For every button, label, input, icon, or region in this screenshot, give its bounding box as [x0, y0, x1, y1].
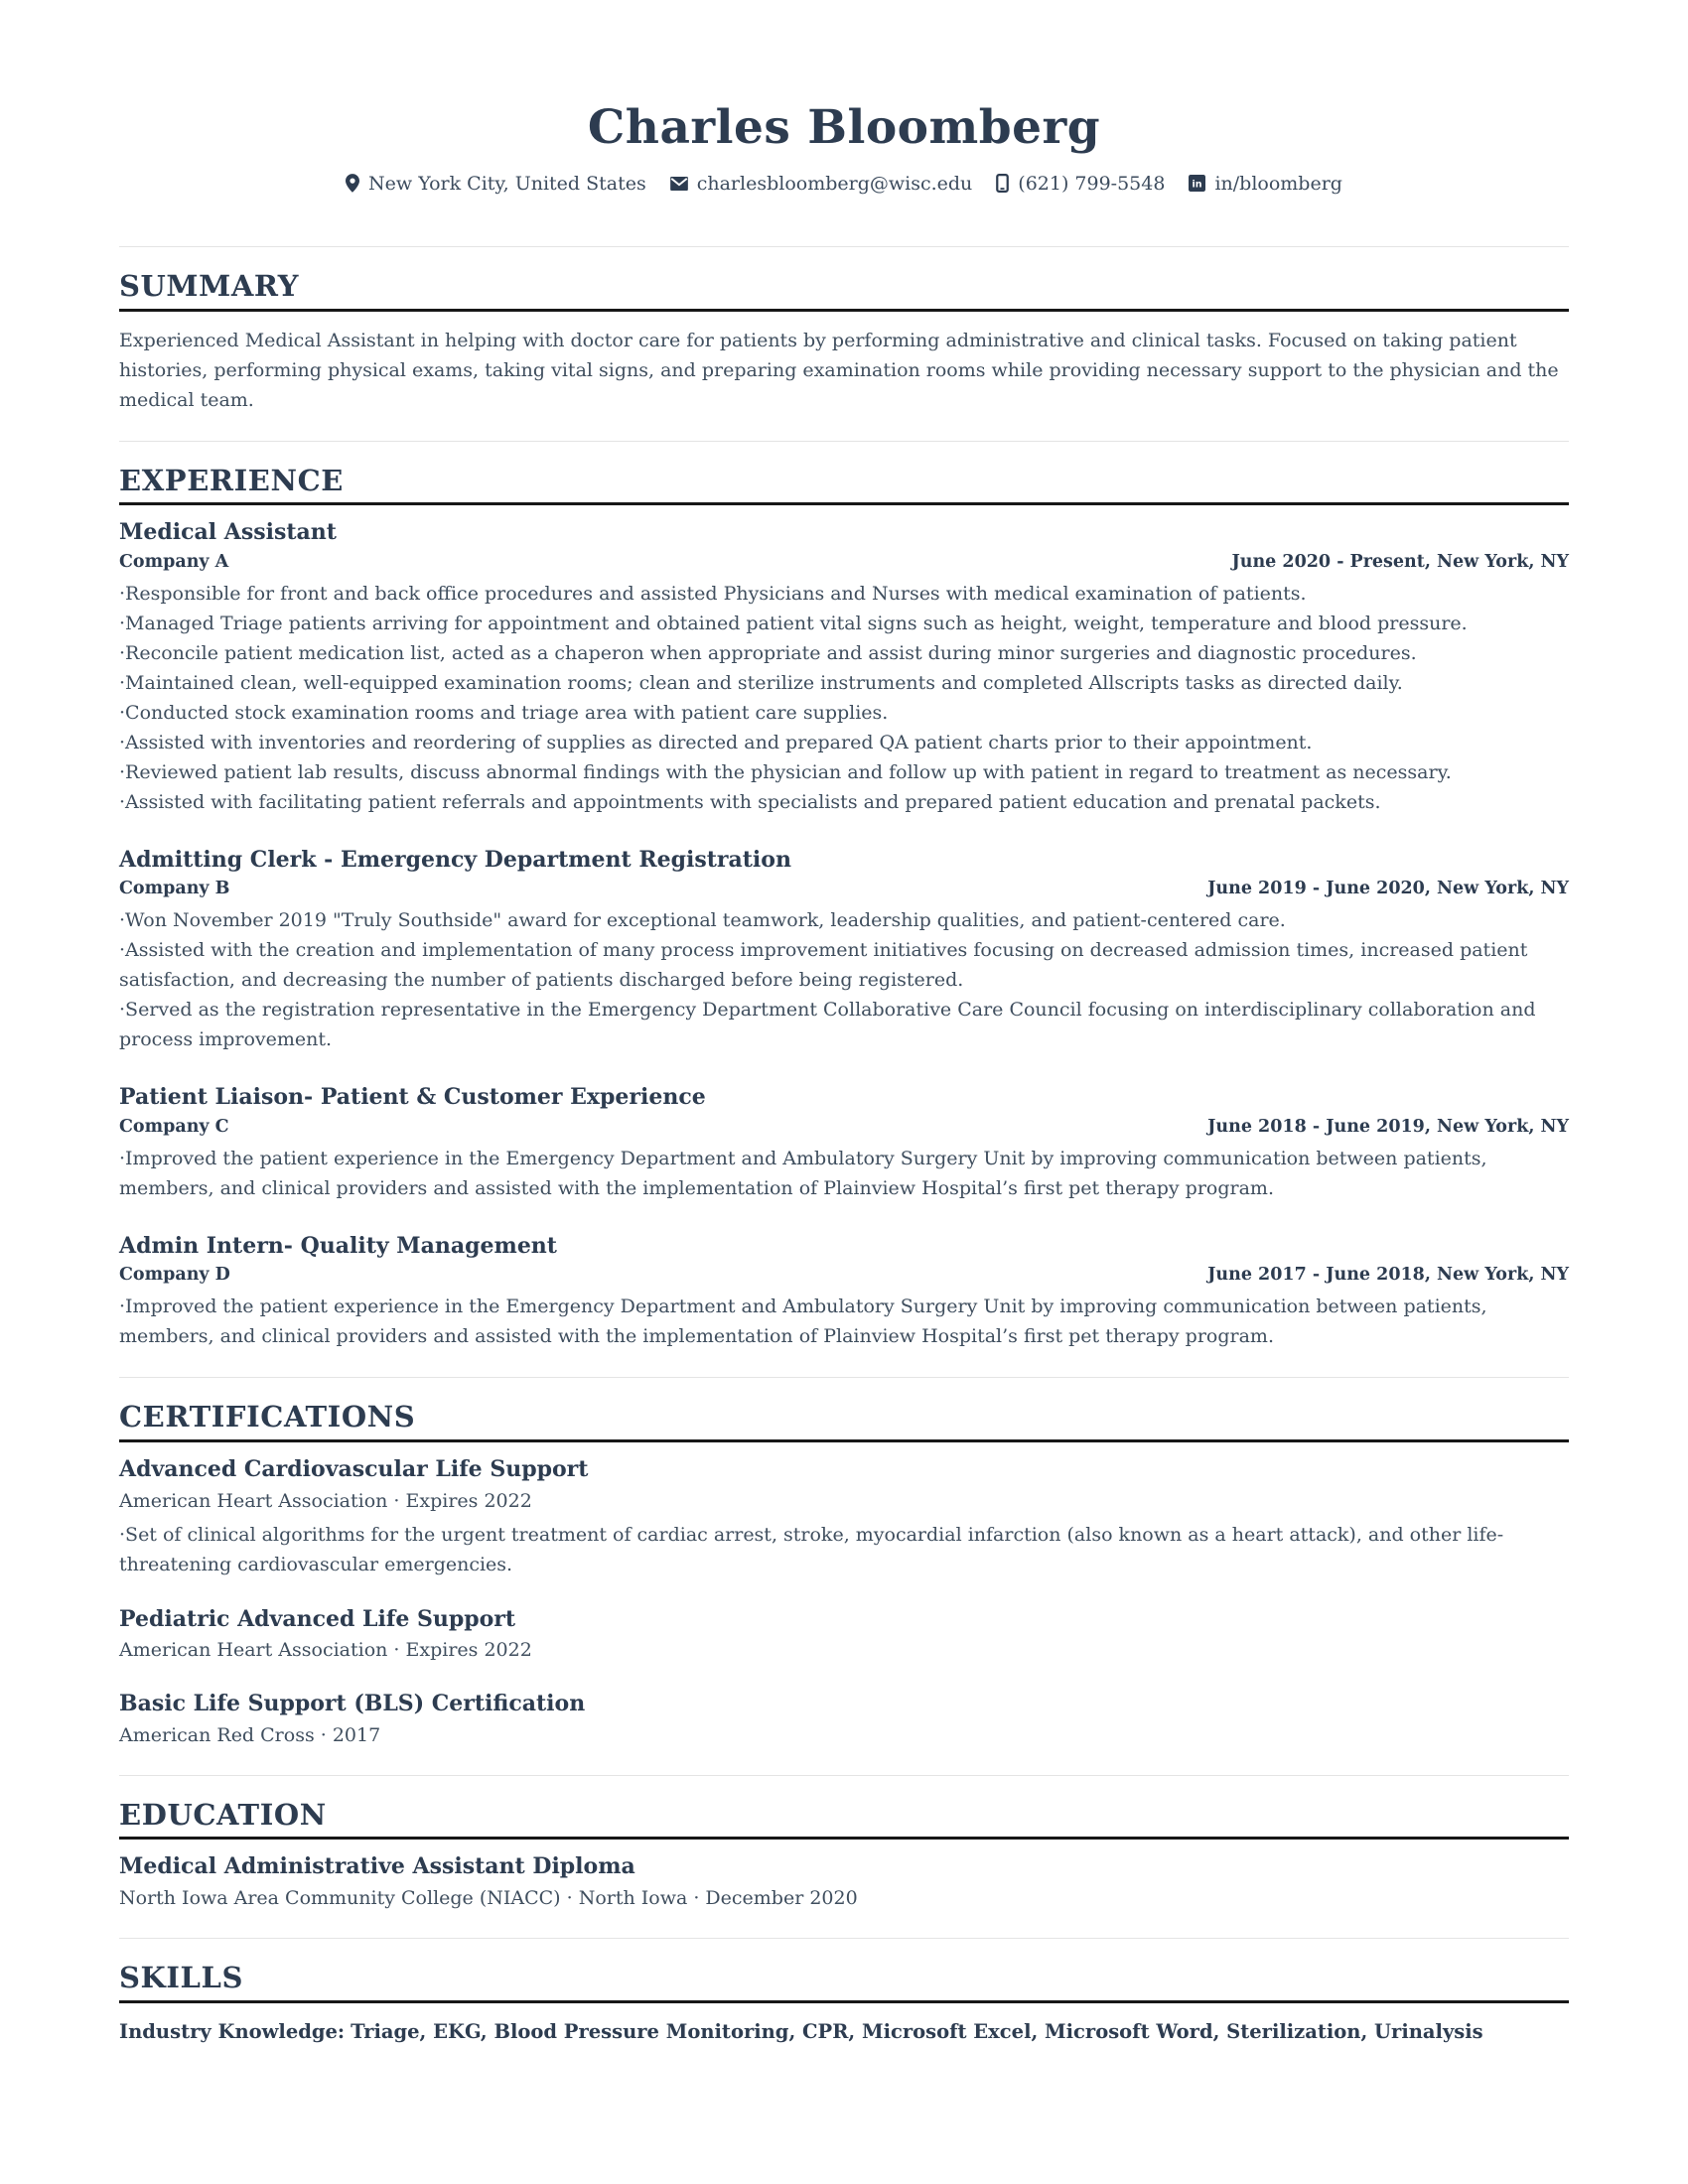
- linkedin-icon: [1189, 175, 1205, 192]
- contact-row: [119, 171, 1569, 197]
- bullet-item: · Conducted stock examination rooms and triage area with patient care supplies.: [119, 698, 1569, 728]
- certification-name: Advanced Cardiovascular Life Support: [119, 1456, 589, 1483]
- job-meta-row: [119, 550, 1569, 574]
- job-dates: June 2018 - June 2019, New York, NY: [1207, 1116, 1569, 1137]
- section-education: [119, 1775, 1569, 1912]
- contact-phone-text: (621) 799-5548: [1018, 172, 1166, 195]
- job-dates: June 2020 - Present, New York, NY: [1231, 551, 1569, 572]
- contact-phone: [996, 171, 1165, 197]
- bullet-item: · Won November 2019 "Truly Southside" award for exceptional teamwork, leadership qualities, and patient-centered care.: [119, 905, 1569, 935]
- contact-email: [670, 171, 973, 197]
- job-entry: [119, 1233, 1569, 1352]
- location-pin-icon: [346, 174, 359, 193]
- skills-line: [119, 2017, 1569, 2047]
- job-bullets: [119, 1144, 1569, 1203]
- job-bullets: [119, 1292, 1569, 1351]
- section-certifications: [119, 1377, 1569, 1748]
- experience-title: EXPERIENCE: [119, 464, 1569, 506]
- certification-name: Basic Life Support (BLS) Certification: [119, 1691, 586, 1717]
- education-meta: North Iowa Area Community College (NIACC) · North Iowa · December 2020: [119, 1886, 858, 1909]
- job-meta-row: [119, 1263, 1569, 1287]
- certification-meta: American Heart Association · Expires 2022: [119, 1639, 532, 1662]
- contact-location: [346, 171, 646, 197]
- mobile-phone-icon: [996, 174, 1009, 193]
- svg-text:in: in: [1192, 179, 1202, 191]
- contact-email-text: charlesbloomberg@wisc.edu: [696, 172, 973, 195]
- job-title: Admin Intern- Quality Management: [119, 1232, 557, 1259]
- certification-bullets: [119, 1520, 1569, 1579]
- certification-meta: American Heart Association · Expires 2022: [119, 1489, 532, 1512]
- job-bullets: [119, 579, 1569, 817]
- job-bullets: [119, 905, 1569, 1054]
- job-title: Medical Assistant: [119, 519, 337, 546]
- contact-linkedin: [1189, 171, 1342, 197]
- section-experience: [119, 441, 1569, 1352]
- certification-entry: [119, 1691, 1569, 1749]
- job-company: Company D: [119, 1265, 230, 1286]
- skills-title: SKILLS: [119, 1961, 1569, 2003]
- bullet-item: · Reviewed patient lab results, discuss abnormal findings with the physician and follow up with patient in regard to treatment as necessary.: [119, 757, 1569, 787]
- bullet-item: · Assisted with inventories and reordering of supplies as directed and prepared QA patient charts prior to their appointment.: [119, 728, 1569, 757]
- job-entry: [119, 1084, 1569, 1203]
- job-meta-row: [119, 1115, 1569, 1139]
- bullet-item: · Maintained clean, well-equipped examination rooms; clean and sterilize instruments and completed Allscripts tasks as directed daily.: [119, 668, 1569, 698]
- bullet-item: · Served as the registration representative in the Emergency Department Collaborative Care Council focusing on interdisciplinary collaboration and process improvement.: [119, 995, 1569, 1054]
- job-company: Company A: [119, 551, 229, 572]
- job-title: Patient Liaison- Patient & Customer Experience: [119, 1084, 706, 1111]
- certification-meta: American Red Cross · 2017: [119, 1723, 381, 1746]
- job-dates: June 2019 - June 2020, New York, NY: [1207, 879, 1569, 899]
- certifications-title: CERTIFICATIONS: [119, 1400, 1569, 1442]
- certification-name: Pediatric Advanced Life Support: [119, 1605, 516, 1632]
- bullet-item: · Improved the patient experience in the Emergency Department and Ambulatory Surgery Unit by improving communication between patients, members, and clinical providers and assisted with the implementation of Plainview Hospital’s first pet therapy program.: [119, 1292, 1569, 1351]
- skills-category-label: Industry Knowledge:: [119, 2019, 346, 2043]
- bullet-item: · Assisted with the creation and implementation of many process improvement initiatives focusing on decreased admission times, increased patient satisfaction, and decreasing the number of patients discharged before being registered.: [119, 935, 1569, 995]
- contact-linkedin-text: in/bloomberg: [1214, 172, 1342, 195]
- certification-entry: [119, 1606, 1569, 1665]
- job-dates: June 2017 - June 2018, New York, NY: [1207, 1265, 1569, 1286]
- section-summary: [119, 246, 1569, 415]
- candidate-name: Charles Bloomberg: [587, 100, 1101, 155]
- bullet-item: · Set of clinical algorithms for the urgent treatment of cardiac arrest, stroke, myocardial infarction (also known as a heart attack), and other life-threatening cardiovascular emergencies.: [119, 1520, 1569, 1579]
- job-company: Company B: [119, 879, 230, 899]
- certification-entry: [119, 1456, 1569, 1579]
- education-title: EDUCATION: [119, 1798, 1569, 1841]
- bullet-item: · Managed Triage patients arriving for appointment and obtained patient vital signs such as height, weight, temperature and blood pressure.: [119, 609, 1569, 638]
- envelope-icon: [670, 177, 688, 191]
- skills-list: Triage, EKG, Blood Pressure Monitoring, CPR, Microsoft Excel, Microsoft Word, Sterilization, Urinalysis: [351, 2019, 1483, 2043]
- degree-name: Medical Administrative Assistant Diploma: [119, 1853, 635, 1880]
- resume-header: [119, 99, 1569, 197]
- bullet-item: · Reconcile patient medication list, acted as a chaperon when appropriate and assist during minor surgeries and diagnostic procedures.: [119, 638, 1569, 668]
- bullet-item: · Assisted with facilitating patient referrals and appointments with specialists and prepared patient education and prenatal packets.: [119, 787, 1569, 817]
- job-entry: [119, 847, 1569, 1055]
- bullet-item: · Responsible for front and back office procedures and assisted Physicians and Nurses with medical examination of patients.: [119, 579, 1569, 609]
- section-skills: [119, 1938, 1569, 2047]
- education-entry: [119, 1853, 1569, 1912]
- job-meta-row: [119, 877, 1569, 900]
- bullet-item: · Improved the patient experience in the Emergency Department and Ambulatory Surgery Unit by improving communication between patients, members, and clinical providers and assisted with the implementation of Plainview Hospital’s first pet therapy program.: [119, 1144, 1569, 1203]
- job-entry: [119, 519, 1569, 817]
- job-title: Admitting Clerk - Emergency Department Registration: [119, 846, 791, 873]
- summary-title: SUMMARY: [119, 269, 1569, 312]
- summary-text: Experienced Medical Assistant in helping with doctor care for patients by performing administrative and clinical tasks. Focused on taking patient histories, performing physical exams, taking vital signs, and preparing examination rooms while providing necessary support to the physician and the medical team.: [119, 329, 1559, 411]
- contact-location-text: New York City, United States: [368, 172, 646, 195]
- job-company: Company C: [119, 1116, 229, 1137]
